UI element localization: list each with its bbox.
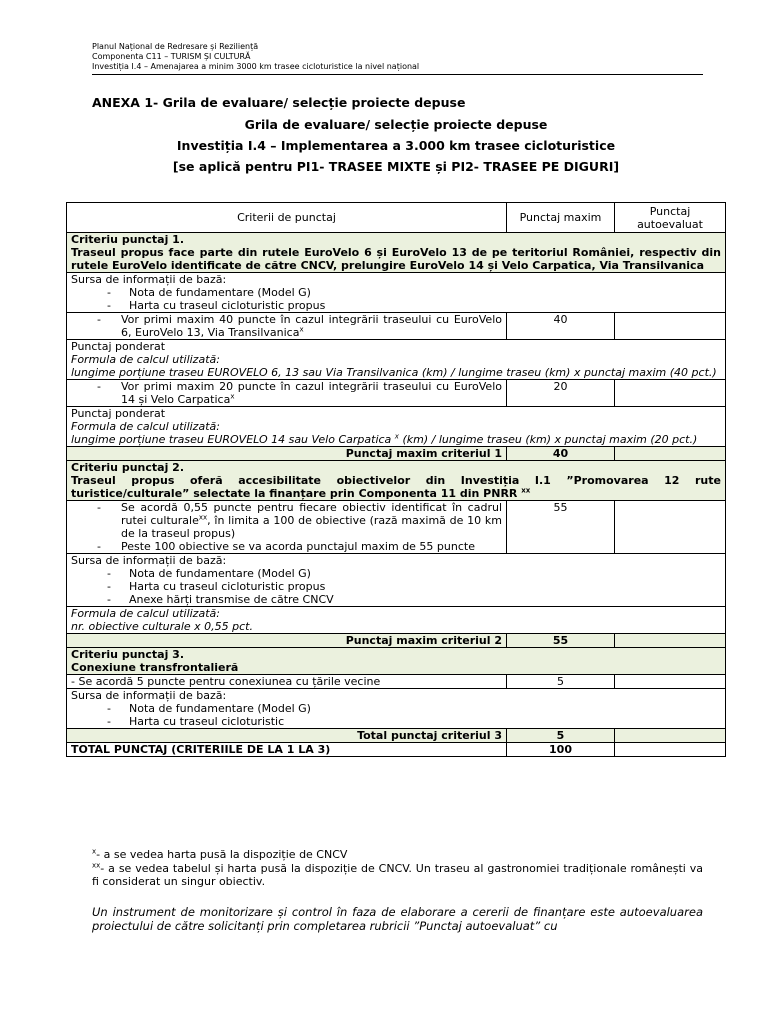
header-divider (92, 74, 703, 75)
criterion-3-points: 5 (507, 675, 615, 689)
footnote-mark: xx (521, 486, 531, 495)
document-header (92, 42, 703, 72)
criterion-1-sources-list (71, 286, 721, 312)
criterion-2-item-2: - Peste 100 obiective se va acorda punctajul maxim de 55 puncte (71, 540, 502, 553)
criterion-1-item-1-self-score[interactable] (615, 313, 726, 340)
formula-label: Formula de calcul utilizată: (71, 420, 220, 433)
criterion-1-max-value: 40 (507, 447, 615, 461)
formula-label: Formula de calcul utilizată: (71, 607, 220, 620)
header-line-1: Planul Național de Redresare și Reziliență (92, 42, 259, 51)
criterion-2-heading-row (67, 461, 726, 501)
criterion-3-total-self-score[interactable] (615, 729, 726, 743)
criterion-1-sources-label: Sursa de informații de bază: (71, 273, 227, 286)
grand-total-self-score[interactable] (615, 743, 726, 757)
criterion-1-weighted-2-row (67, 407, 726, 447)
formula-label: Formula de calcul utilizată: (71, 353, 220, 366)
criterion-1-item-2-self-score[interactable] (615, 380, 726, 407)
formula-text: lungime porțiune traseu EUROVELO 6, 13 sau Via Transilvanica (km) / lungime traseu (km) x punctaj maxim (40 pct.) (71, 366, 717, 379)
formula-text: nr. obiective culturale x 0,55 pct. (71, 620, 253, 633)
criterion-1-item-2-points: 20 (507, 380, 615, 407)
investment-title: Investiția I.4 – Implementarea a 3.000 km trasee cicloturistice (176, 138, 616, 153)
criterion-1-heading-row (67, 233, 726, 273)
closing-paragraph: Un instrument de monitorizare și control în faza de elaborare a cererii de finanțare este autoevaluarea proiectului de către solicitanți prin completarea rubricii ”Punctaj autoevaluat” cu (92, 905, 703, 933)
annex-title: ANEXA 1- Grila de evaluare/ selecție proiecte depuse (92, 95, 466, 110)
criterion-1-max-label: Punctaj maxim criteriul 1 (67, 447, 507, 461)
footnote-mark: x (92, 847, 97, 856)
list-item: - Nota de fundamentare (Model G) (71, 286, 721, 299)
criterion-3-total-row (67, 729, 726, 743)
criterion-1-item-2: - Vor primi maxim 20 puncte în cazul integrării traseului cu EuroVelo 14 și Velo Carpatica$^x$ (71, 380, 502, 406)
header-line-3: Investiția I.4 – Amenajarea a minim 3000 km trasee cicloturistice la nivel național (92, 62, 420, 71)
col-header-self-score: Punctaj autoevaluat (615, 203, 726, 233)
list-item: - Nota de fundamentare (Model G) (71, 567, 721, 580)
criterion-3-item: - Se acordă 5 puncte pentru conexiunea cu țările vecine (67, 675, 507, 689)
criterion-2-items-row (67, 501, 726, 554)
header-line-2: Componenta C11 – TURISM ȘI CULTURĂ (92, 52, 251, 61)
evaluation-table (66, 202, 726, 757)
criterion-3-total-value: 5 (507, 729, 615, 743)
footnote-2: $^{xx}$- a se vedea tabelul și harta pusă la dispoziție de CNCV. Un traseu al gastronomiei tradiționale românești va fi considerat un singur obiectiv. (92, 861, 703, 888)
criterion-1-item-1-row (67, 313, 726, 340)
criterion-3-heading-row (67, 648, 726, 675)
criterion-3-total-label: Total punctaj criteriul 3 (67, 729, 507, 743)
criterion-2-sources-label: Sursa de informații de bază: (71, 554, 227, 567)
weighted-score-label: Punctaj ponderat (71, 407, 166, 420)
criterion-2-max-label: Punctaj maxim criteriul 2 (67, 634, 507, 648)
criterion-1-item-1-points: 40 (507, 313, 615, 340)
criterion-1-sources-row (67, 273, 726, 313)
footnote-mark: xx (92, 861, 101, 870)
applicability-title: [se aplică pentru PI1- TRASEE MIXTE și PI2- TRASEE PE DIGURI] (172, 159, 620, 174)
criterion-3-title: Criteriu punctaj 3. (71, 648, 185, 661)
footnote-mark: x (299, 325, 304, 334)
criterion-2-self-score[interactable] (615, 501, 726, 554)
formula-text: lungime porțiune traseu EUROVELO 14 sau Velo Carpatica $^x$ (km) / lungime traseu (km) x punctaj maxim (20 pct.) (71, 432, 698, 446)
footnote-mark: x (230, 392, 235, 401)
criterion-1-item-2-row (67, 380, 726, 407)
grid-title: Grila de evaluare/ selecție proiecte depuse (244, 117, 548, 132)
criterion-1-description: Traseul propus face parte din rutele EuroVelo 6 și EuroVelo 13 de pe teritoriul României, respectiv din rutele EuroVelo identificate de către CNCV, prelungire EuroVelo 14 și Velo Carpatica, Via Transilvanica (71, 246, 721, 272)
criterion-2-formula-row (67, 607, 726, 634)
list-item: - Anexe hărți transmise de către CNCV (71, 593, 721, 606)
criterion-3-sources-list (71, 702, 721, 728)
criterion-3-self-score[interactable] (615, 675, 726, 689)
criterion-2-points: 55 (507, 501, 615, 554)
grand-total-row (67, 743, 726, 757)
criterion-3-sources-row (67, 689, 726, 729)
col-header-criteria: Criterii de punctaj (67, 203, 507, 233)
criterion-2-max-row (67, 634, 726, 648)
criterion-1-item-1: - Vor primi maxim 40 puncte în cazul integrării traseului cu EuroVelo 6, EuroVelo 13, Via Transilvanica$^x$ (71, 313, 502, 339)
footnote-mark: x (394, 432, 399, 441)
criterion-2-max-self-score[interactable] (615, 634, 726, 648)
criterion-3-sources-label: Sursa de informații de bază: (71, 689, 227, 702)
col-header-max-score: Punctaj maxim (507, 203, 615, 233)
criterion-3-description: Conexiune transfrontalieră (71, 661, 239, 674)
weighted-score-label: Punctaj ponderat (71, 340, 166, 353)
list-item: - Harta cu traseul cicloturistic propus (71, 299, 721, 312)
criterion-2-title: Criteriu punctaj 2. (71, 461, 185, 474)
list-item: - Harta cu traseul cicloturistic propus (71, 580, 721, 593)
footnote-mark: xx (198, 513, 208, 522)
footnote-1: $^x$- a se vedea harta pusă la dispoziție de CNCV (92, 847, 348, 861)
grand-total-label: TOTAL PUNCTAJ (CRITERIILE DE LA 1 LA 3) (67, 743, 507, 757)
criterion-2-max-value: 55 (507, 634, 615, 648)
criterion-1-title: Criteriu punctaj 1. (71, 233, 185, 246)
criterion-2-sources-row (67, 554, 726, 607)
criterion-1-max-row (67, 447, 726, 461)
criterion-3-item-row (67, 675, 726, 689)
table-header-row (67, 203, 726, 233)
criterion-1-max-self-score[interactable] (615, 447, 726, 461)
criterion-1-weighted-1-row (67, 340, 726, 380)
grand-total-value: 100 (507, 743, 615, 757)
criterion-2-description: Traseul propus oferă accesibilitate obiectivelor din Investiția I.1 ”Promovarea 12 rute turistice/culturale” selectate la finanțare prin Componenta 11 din PNRR $^{xx}$ (71, 474, 721, 500)
criterion-2-item-1: - Se acordă 0,55 puncte pentru fiecare obiectiv identificat în cadrul rutei culturale$^{xx}$, în limita a 100 de obiective (rază maximă de 10 km de la traseul propus) (71, 501, 502, 540)
criterion-2-sources-list (71, 567, 721, 606)
list-item: - Nota de fundamentare (Model G) (71, 702, 721, 715)
list-item: - Harta cu traseul cicloturistic (71, 715, 721, 728)
